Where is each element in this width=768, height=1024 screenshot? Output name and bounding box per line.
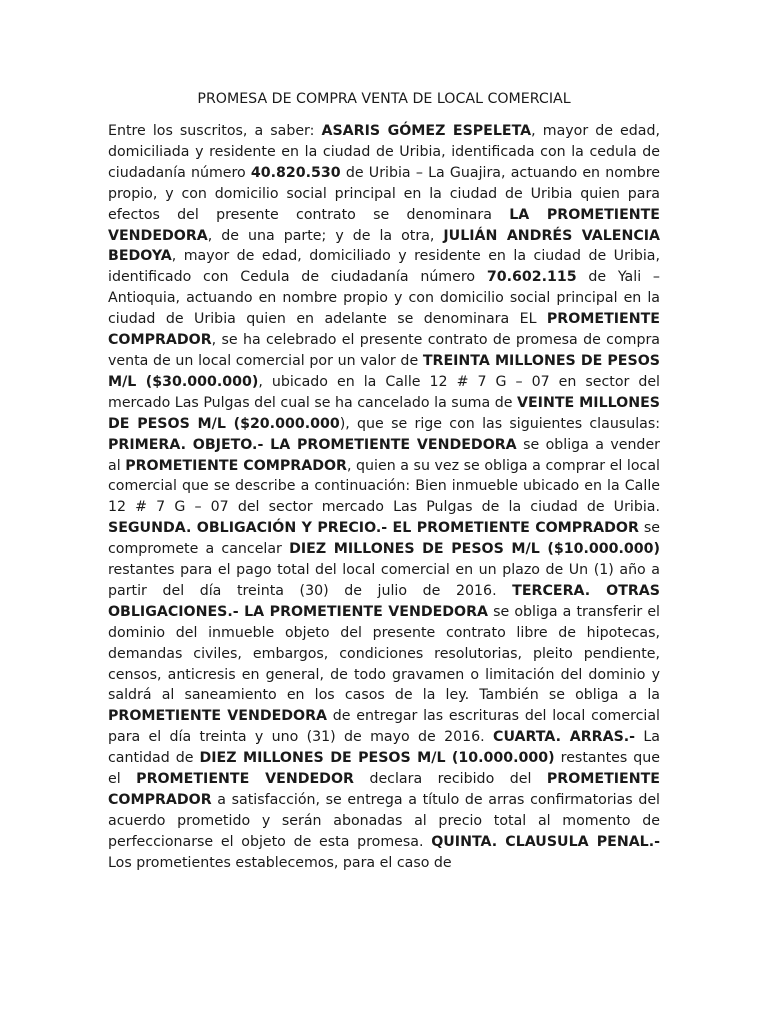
bold-segment: 70.602.115 (486, 269, 577, 286)
text-segment: declara recibido del (353, 771, 547, 788)
document-title: PROMESA DE COMPRA VENTA DE LOCAL COMERCIAL (197, 91, 571, 107)
bold-segment: PROMETIENTE VENDEDOR (136, 771, 354, 788)
bold-segment: TREINTA MILLONES DE PESOS M/L ($30.000.000) (108, 352, 660, 390)
text-segment: La cantidad de (108, 729, 661, 767)
bold-segment: PROMETIENTE COMPRADOR (108, 311, 660, 349)
text-segment: ), que se rige con las siguientes clausulas: (339, 415, 661, 432)
bold-segment: PROMETIENTE VENDEDORA (108, 708, 328, 725)
text-segment: , ubicado en la Calle 12 # 7 G – 07 en sector del mercado Las Pulgas del cual se ha cancelado la suma de (108, 373, 660, 411)
document-body (108, 121, 660, 874)
bold-segment: SEGUNDA. OBLIGACIÓN Y PRECIO.- EL PROMETIENTE COMPRADOR (108, 520, 639, 537)
text-segment: se obliga a transferir el dominio del inmueble objeto del presente contrato libre de hipotecas, demandas civiles, embargos, condiciones resolutorias, pleito pendiente, censos, anticresis en general, de todo gravamen o limitación del dominio y saldrá al saneamiento en los casos de la ley. También se obliga a la (108, 603, 660, 704)
bold-segment: VEINTE MILLONES DE PESOS M/L ($20.000.000 (108, 394, 660, 432)
text-segment: a satisfacción, se entrega a título de arras confirmatorias del acuerdo prometido y serán abonadas al precio total al momento de perfeccionarse el objeto de esta promesa. (108, 792, 660, 850)
bold-segment: PRIMERA. OBJETO.- LA PROMETIENTE VENDEDORA (108, 436, 517, 453)
bold-segment: JULIÁN ANDRÉS VALENCIA BEDOYA (108, 227, 660, 265)
text-segment: restantes para el pago total del local comercial en un plazo de Un (1) año a partir del día treinta (30) de julio de 2016. (108, 562, 660, 599)
bold-segment: ASARIS GÓMEZ ESPELETA (321, 123, 532, 139)
bold-segment: TERCERA. OTRAS OBLIGACIONES.- LA PROMETIENTE VENDEDORA (108, 582, 661, 620)
bold-segment: CUARTA. ARRAS.- (493, 729, 636, 746)
text-segment: Entre los suscritos, a saber: (108, 123, 322, 139)
text-segment: se compromete a cancelar (108, 520, 660, 558)
document-page (108, 88, 660, 874)
text-segment: , se ha celebrado el presente contrato de promesa de compra venta de un local comercial por un valor de (108, 332, 660, 369)
text-segment: restantes que el (108, 750, 661, 788)
bold-segment: DIEZ MILLONES DE PESOS M/L ($10.000.000) (289, 541, 660, 558)
text-segment: , mayor de edad, domiciliado y residente en la ciudad de Uribia, identificado con Cedula de ciudadanía número (108, 248, 660, 286)
text-segment: , de una parte; y de la otra, (207, 227, 444, 244)
text-segment: se obliga a vender al (108, 436, 661, 474)
bold-segment: PROMETIENTE COMPRADOR (108, 771, 660, 808)
text-segment: , mayor de edad, domiciliada y residente en la ciudad de Uribia, identificada con la cedula de ciudadanía número (108, 123, 660, 181)
text-segment: de entregar las escrituras del local comercial para el día treinta y uno (31) de mayo de 2016. (108, 708, 660, 746)
bold-segment: LA PROMETIENTE VENDEDORA (108, 206, 660, 244)
text-segment: Los prometientes establecemos, para el caso de (108, 854, 452, 871)
bold-segment: DIEZ MILLONES DE PESOS M/L (10.000.000) (199, 750, 555, 767)
bold-segment: QUINTA. CLAUSULA PENAL.- (431, 833, 660, 850)
text-segment: , quien a su vez se obliga a comprar el local comercial que se describe a continuación: Bien inmueble ubicado en la Calle 12 # 7 G – 07 del sector mercado Las Pulgas de la ciudad de Uribia. (108, 457, 660, 516)
text-segment: de Uribia – La Guajira, actuando en nombre propio, y con domicilio social principal en la ciudad de Uribia quien para efectos del presente contrato se denominara (108, 164, 661, 223)
bold-segment: 40.820.530 (250, 164, 341, 181)
bold-segment: PROMETIENTE COMPRADOR (125, 457, 347, 474)
text-segment: de Yali – Antioquia, actuando en nombre propio y con domicilio social principal en la ciudad de Uribia quien en adelante se denominara EL (108, 269, 660, 328)
